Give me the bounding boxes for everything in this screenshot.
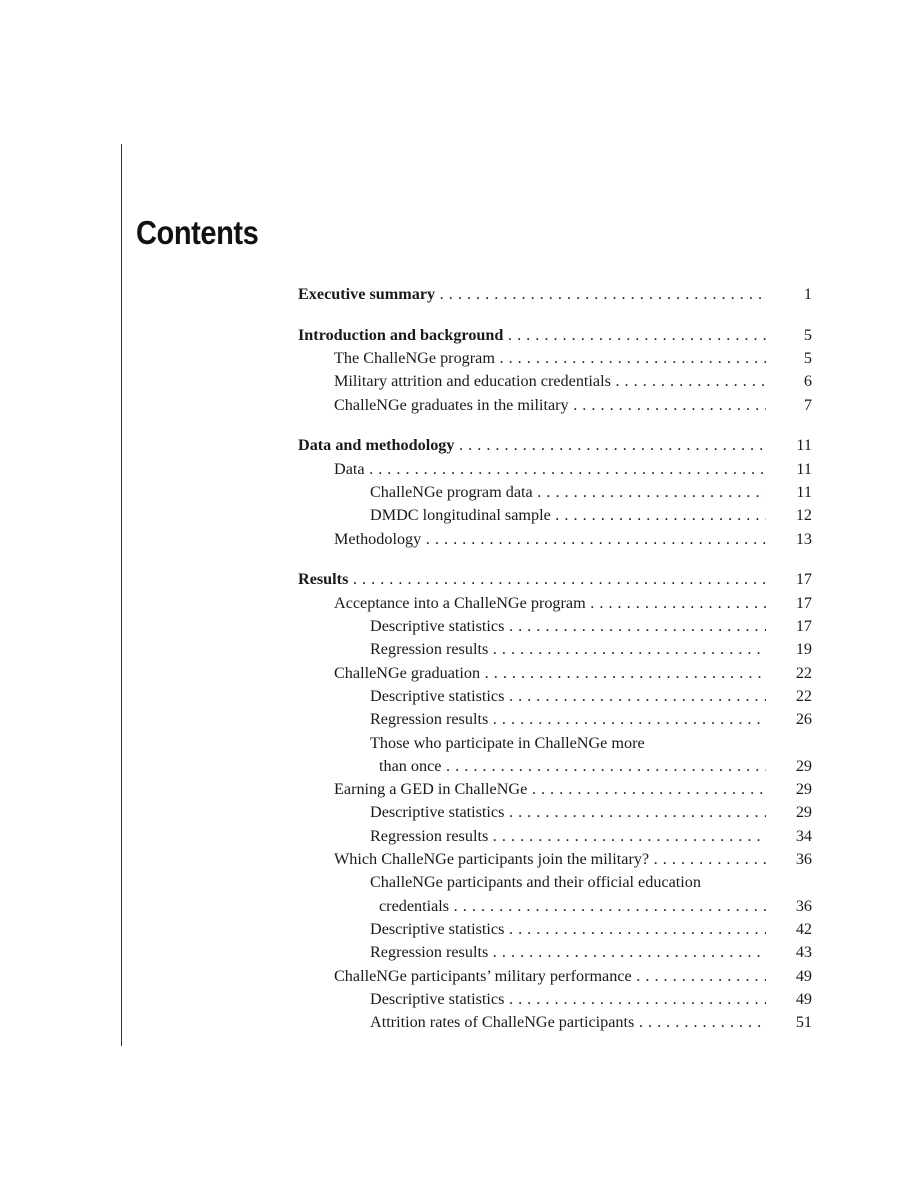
toc-entry-page: 5 [772,324,812,347]
toc-entry-page: 17 [772,568,812,591]
toc-entry-page: 22 [772,662,812,685]
toc-entry-data[interactable] [298,458,812,481]
toc-entry-label: ChalleNGe graduates in the military [334,395,569,414]
toc-entry-page: 13 [772,528,812,551]
toc-entry-label: Introduction and background [298,325,504,344]
toc-entry-program-data[interactable] [298,481,812,504]
toc-entry-graduates-in-military[interactable] [298,394,812,417]
toc-entry-descriptive-statistics[interactable] [298,988,812,1011]
toc-entry-methodology[interactable] [298,528,812,551]
toc-entry-page: 11 [772,481,812,504]
toc-entry-label: Executive summary [298,285,436,303]
toc-entry-page: 49 [772,988,812,1011]
toc-entry-page: 42 [772,918,812,941]
toc-entry-label-cont: credentials [379,896,450,915]
toc-entry-label: Methodology [334,529,422,548]
toc-entry-page: 51 [772,1011,812,1034]
toc-entry-label-cont: than once [379,756,442,775]
toc-entry-label: Which ChalleNGe participants join the military? [334,850,650,869]
toc-entry-page: 6 [772,370,812,393]
toc-entry-military-attrition[interactable] [298,370,812,393]
toc-entry-label: DMDC longitudinal sample [370,506,551,525]
toc-entry-label: ChalleNGe graduation [334,663,481,682]
toc-entry-page: 22 [772,685,812,708]
toc-entry-page: 17 [772,592,812,615]
toc-entry-page: 36 [772,895,812,918]
toc-entry-regression-results[interactable] [298,708,812,731]
toc-entry-acceptance[interactable] [298,592,812,615]
toc-entry-regression-results[interactable] [298,941,812,964]
toc-entry-label: ChalleNGe program data [370,483,533,502]
toc-entry-page: 43 [772,941,812,964]
toc-entry-page: 11 [772,434,812,457]
toc-entry-page: 36 [772,848,812,871]
toc-entry-data-and-methodology[interactable] [298,434,812,457]
toc-entry-label: Those who participate in ChalleNGe more [370,733,645,752]
table-of-contents [298,283,812,1034]
toc-entry-label: Descriptive statistics [370,919,505,938]
toc-entry-page: 29 [772,778,812,801]
margin-rule [121,144,122,1046]
toc-entry-label: ChalleNGe participants’ military performance [334,966,632,985]
toc-entry-introduction[interactable] [298,324,812,347]
toc-entry-attrition-rates[interactable] [298,1011,812,1034]
toc-entry-dmdc-sample[interactable] [298,504,812,527]
toc-entry-join-military[interactable] [298,848,812,871]
toc-entry-label: Descriptive statistics [370,617,505,636]
toc-entry-descriptive-statistics[interactable] [298,801,812,824]
toc-entry-executive-summary[interactable] [298,283,812,306]
toc-entry-page: 29 [772,755,812,778]
page-title: Contents [136,214,259,251]
toc-entry-page: 26 [772,708,812,731]
toc-entry-label: Descriptive statistics [370,989,505,1008]
toc-entry-page: 17 [772,615,812,638]
toc-entry-page: 34 [772,825,812,848]
toc-entry-label: Regression results [370,943,489,962]
toc-entry-education-credentials[interactable] [298,871,812,894]
toc-entry-label: Data and methodology [298,436,455,455]
toc-entry-label: Military attrition and education credentials [334,372,611,391]
toc-entry-descriptive-statistics[interactable] [298,685,812,708]
toc-entry-page: 12 [772,504,812,527]
toc-entry-military-performance[interactable] [298,965,812,988]
toc-entry-label: Regression results [370,826,489,845]
toc-entry-label: Acceptance into a ChalleNGe program [334,593,586,612]
toc-entry-label: Results [298,570,349,589]
toc-entry-label: The ChalleNGe program [334,349,495,368]
toc-entry-earning-ged[interactable] [298,778,812,801]
toc-entry-participate-more-than-once-cont[interactable] [298,755,812,778]
toc-entry-regression-results[interactable] [298,638,812,661]
toc-entry-page: 49 [772,965,812,988]
toc-entry-label: Data [334,459,365,478]
toc-entry-graduation[interactable] [298,662,812,685]
toc-entry-label: Attrition rates of ChalleNGe participants [370,1013,635,1032]
toc-entry-page: 5 [772,347,812,370]
toc-entry-label: Regression results [370,710,489,729]
toc-entry-participate-more-than-once[interactable] [298,732,812,755]
toc-entry-challenge-program[interactable] [298,347,812,370]
toc-entry-page: 19 [772,638,812,661]
toc-entry-page: 7 [772,394,812,417]
toc-entry-regression-results[interactable] [298,825,812,848]
toc-entry-label: Descriptive statistics [370,803,505,822]
toc-entry-page: 1 [772,283,812,306]
toc-entry-results[interactable] [298,568,812,591]
toc-entry-label: Earning a GED in ChalleNGe [334,780,528,799]
toc-entry-page: 11 [772,458,812,481]
toc-entry-page: 29 [772,801,812,824]
toc-entry-descriptive-statistics[interactable] [298,615,812,638]
toc-entry-label: Descriptive statistics [370,686,505,705]
toc-entry-descriptive-statistics[interactable] [298,918,812,941]
toc-entry-education-credentials-cont[interactable] [298,895,812,918]
toc-entry-label: Regression results [370,640,489,659]
toc-entry-label: ChalleNGe participants and their official education [370,873,701,892]
